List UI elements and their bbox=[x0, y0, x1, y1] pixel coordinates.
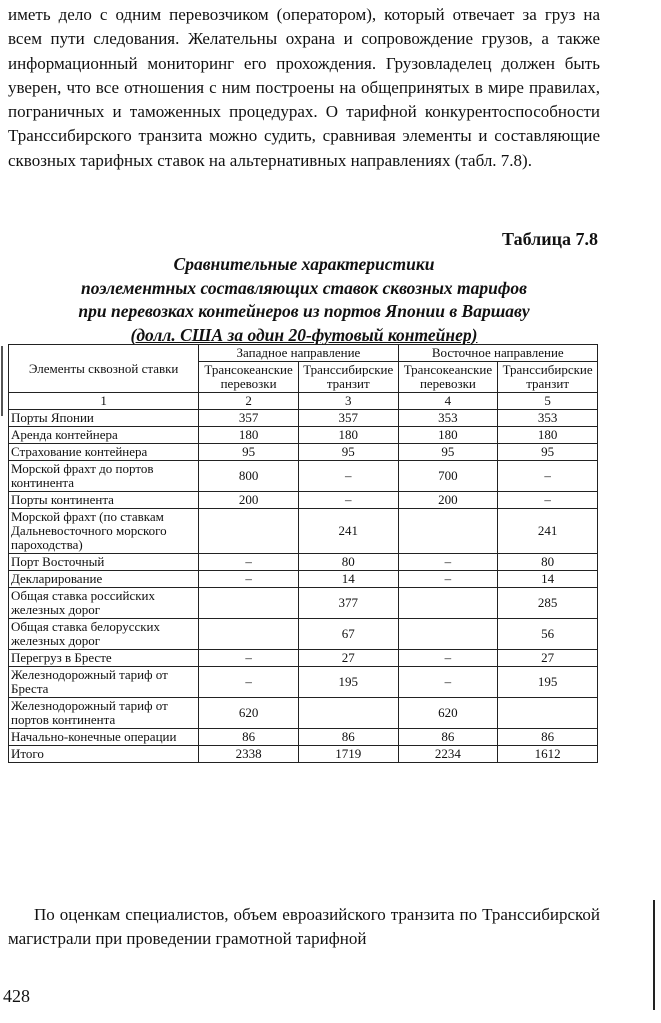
row-value-c2 bbox=[199, 509, 299, 554]
row-value-c5: 195 bbox=[498, 667, 598, 698]
row-value-c3: 67 bbox=[298, 619, 398, 650]
row-value-c3 bbox=[298, 698, 398, 729]
row-value-c2: 86 bbox=[199, 729, 299, 746]
row-value-c4 bbox=[398, 588, 498, 619]
row-value-c4: 200 bbox=[398, 492, 498, 509]
table-row bbox=[9, 492, 598, 509]
row-value-c4: – bbox=[398, 554, 498, 571]
table-row bbox=[9, 698, 598, 729]
row-value-c5: 241 bbox=[498, 509, 598, 554]
row-value-c3: 357 bbox=[298, 410, 398, 427]
caption-line-1: Сравнительные характеристики bbox=[173, 254, 435, 274]
row-value-c2: 800 bbox=[199, 461, 299, 492]
row-element-name: Порты континента bbox=[9, 492, 199, 509]
row-element-name: Морской фрахт до портов континента bbox=[9, 461, 199, 492]
row-value-c3: – bbox=[298, 461, 398, 492]
row-value-c5: 353 bbox=[498, 410, 598, 427]
row-value-c2: 95 bbox=[199, 444, 299, 461]
row-value-c2 bbox=[199, 619, 299, 650]
row-value-c2: 357 bbox=[199, 410, 299, 427]
row-value-c3: 86 bbox=[298, 729, 398, 746]
row-value-c2: – bbox=[199, 667, 299, 698]
table-row bbox=[9, 729, 598, 746]
table-row bbox=[9, 410, 598, 427]
row-value-c3: 195 bbox=[298, 667, 398, 698]
column-number-row bbox=[9, 393, 598, 410]
body-paragraph-bottom: По оценкам специалистов, объем евроазийского транзита по Транссибирской магистрали при проведении грамотной тарифной bbox=[8, 905, 600, 949]
subheader-east-ocean: Трансокеанские перевозки bbox=[398, 362, 498, 393]
row-element-name: Итого bbox=[9, 746, 199, 763]
row-value-c4: – bbox=[398, 571, 498, 588]
row-value-c2: – bbox=[199, 571, 299, 588]
header-west: Западное направление bbox=[199, 345, 398, 362]
row-value-c5: 86 bbox=[498, 729, 598, 746]
row-value-c2 bbox=[199, 588, 299, 619]
caption-line-2: поэлементных составляющих ставок сквозных тарифов bbox=[81, 277, 527, 298]
col-number: 3 bbox=[298, 393, 398, 410]
row-value-c4 bbox=[398, 619, 498, 650]
row-value-c5: 56 bbox=[498, 619, 598, 650]
subheader-west-ocean: Трансокеанские перевозки bbox=[199, 362, 299, 393]
table-header-row bbox=[9, 345, 598, 362]
row-value-c4: 2234 bbox=[398, 746, 498, 763]
col-number: 2 bbox=[199, 393, 299, 410]
scan-left-mark bbox=[1, 346, 3, 416]
row-element-name: Железнодорожный тариф от портов континента bbox=[9, 698, 199, 729]
caption-line-3: при перевозках контейнеров из портов Японии в Варшаву bbox=[78, 301, 530, 321]
row-value-c3: 14 bbox=[298, 571, 398, 588]
subheader-east-transsib: Транссибирские транзит bbox=[498, 362, 598, 393]
body-paragraph-top: иметь дело с одним перевозчиком (оператором), который отвечает за груз на всем пути следования. Желательны охрана и сопровождение грузов, а также информационный мониторинг его прохождения. Грузовладелец должен быть уверен, что все отношения с ним построены на общепринятых в мире правилах, пограничных и таможенных процедурах. О тарифной конкурентоспособности Транссибирского транзита можно судить, сравнивая элементы и составляющие сквозных тарифных ставок на альтернативных направлениях (табл. 7.8). bbox=[8, 5, 600, 170]
table-row bbox=[9, 650, 598, 667]
row-value-c5: – bbox=[498, 492, 598, 509]
row-value-c3: 80 bbox=[298, 554, 398, 571]
row-value-c5: 95 bbox=[498, 444, 598, 461]
row-value-c5 bbox=[498, 698, 598, 729]
row-element-name: Общая ставка российских железных дорог bbox=[9, 588, 199, 619]
header-east: Восточное направление bbox=[398, 345, 597, 362]
row-value-c4: 700 bbox=[398, 461, 498, 492]
row-value-c4 bbox=[398, 509, 498, 554]
row-value-c3: – bbox=[298, 492, 398, 509]
subheader-west-transsib: Транссибирские транзит bbox=[298, 362, 398, 393]
caption-line-4: (долл. США за один 20-футовый контейнер) bbox=[130, 324, 478, 345]
row-value-c4: 620 bbox=[398, 698, 498, 729]
row-element-name: Декларирование bbox=[9, 571, 199, 588]
col-number: 4 bbox=[398, 393, 498, 410]
row-element-name: Страхование контейнера bbox=[9, 444, 199, 461]
table-row bbox=[9, 461, 598, 492]
row-value-c5: 80 bbox=[498, 554, 598, 571]
scan-edge-mark bbox=[653, 900, 655, 1010]
table-row bbox=[9, 427, 598, 444]
row-value-c3: 180 bbox=[298, 427, 398, 444]
row-value-c3: 95 bbox=[298, 444, 398, 461]
row-value-c4: 180 bbox=[398, 427, 498, 444]
table-row bbox=[9, 554, 598, 571]
table-row bbox=[9, 588, 598, 619]
row-value-c5: 180 bbox=[498, 427, 598, 444]
row-element-name: Начально-конечные операции bbox=[9, 729, 199, 746]
row-value-c4: 95 bbox=[398, 444, 498, 461]
table-number: Таблица 7.8 bbox=[502, 229, 598, 249]
row-value-c2: – bbox=[199, 650, 299, 667]
table-row bbox=[9, 444, 598, 461]
row-value-c2: – bbox=[199, 554, 299, 571]
page-number: 428 bbox=[3, 986, 30, 1006]
row-element-name: Перегруз в Бресте bbox=[9, 650, 199, 667]
row-value-c2: 2338 bbox=[199, 746, 299, 763]
row-element-name: Порт Восточный bbox=[9, 554, 199, 571]
table-body bbox=[9, 410, 598, 763]
row-value-c2: 200 bbox=[199, 492, 299, 509]
header-elements: Элементы сквозной ставки bbox=[9, 345, 199, 393]
row-value-c5: 27 bbox=[498, 650, 598, 667]
row-value-c2: 180 bbox=[199, 427, 299, 444]
row-value-c3: 241 bbox=[298, 509, 398, 554]
row-value-c2: 620 bbox=[199, 698, 299, 729]
col-number: 5 bbox=[498, 393, 598, 410]
row-value-c3: 27 bbox=[298, 650, 398, 667]
row-element-name: Аренда контейнера bbox=[9, 427, 199, 444]
table-row bbox=[9, 509, 598, 554]
row-value-c3: 377 bbox=[298, 588, 398, 619]
row-value-c4: – bbox=[398, 650, 498, 667]
row-element-name: Порты Японии bbox=[9, 410, 199, 427]
row-value-c4: 353 bbox=[398, 410, 498, 427]
row-element-name: Железнодорожный тариф от Бреста bbox=[9, 667, 199, 698]
tariff-table bbox=[8, 344, 598, 763]
row-value-c4: 86 bbox=[398, 729, 498, 746]
table-row bbox=[9, 571, 598, 588]
table-row bbox=[9, 619, 598, 650]
table-row bbox=[9, 746, 598, 763]
table-row bbox=[9, 667, 598, 698]
col-number: 1 bbox=[9, 393, 199, 410]
row-value-c5: 14 bbox=[498, 571, 598, 588]
row-element-name: Морской фрахт (по ставкам Дальневосточного морского пароходства) bbox=[9, 509, 199, 554]
row-element-name: Общая ставка белорусских железных дорог bbox=[9, 619, 199, 650]
row-value-c5: 285 bbox=[498, 588, 598, 619]
row-value-c3: 1719 bbox=[298, 746, 398, 763]
table-caption bbox=[8, 253, 600, 347]
row-value-c5: 1612 bbox=[498, 746, 598, 763]
row-value-c5: – bbox=[498, 461, 598, 492]
row-value-c4: – bbox=[398, 667, 498, 698]
